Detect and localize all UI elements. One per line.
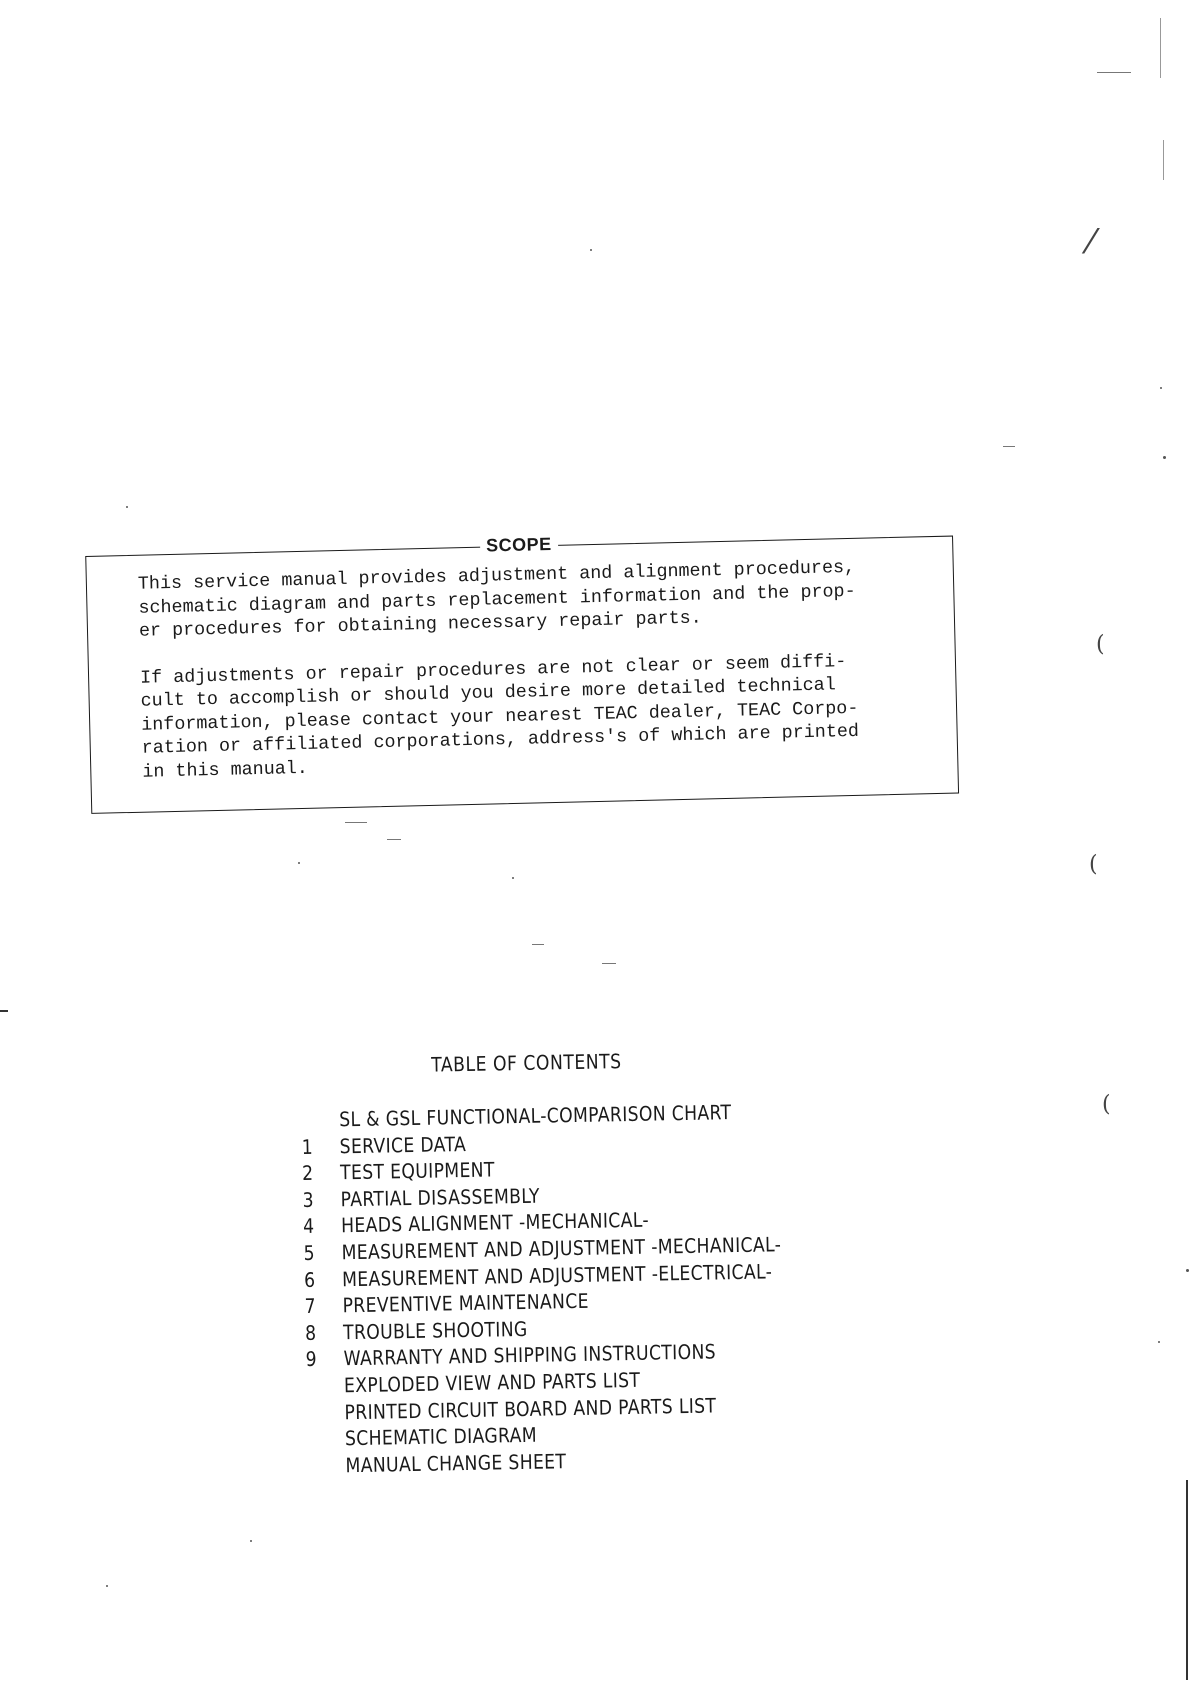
scan-dash	[1097, 72, 1131, 73]
scan-artifact-paren: (	[1102, 1092, 1111, 1117]
toc-item-label: MEASUREMENT AND ADJUSTMENT -MECHANICAL-	[341, 1232, 782, 1265]
toc-item-number: 7	[304, 1293, 317, 1319]
scan-dash	[602, 963, 616, 964]
toc-item-number: 1	[301, 1134, 314, 1159]
toc-item-number	[306, 1392, 339, 1393]
toc-item-number	[307, 1419, 340, 1420]
scan-artifact-paren: (	[1089, 852, 1098, 877]
scan-artifact-arc: ⁄	[1088, 222, 1094, 262]
scan-speck	[590, 249, 592, 251]
scan-dash	[1003, 446, 1015, 447]
toc-item-label: MANUAL CHANGE SHEET	[345, 1448, 567, 1477]
table-of-contents	[300, 1045, 867, 1477]
toc-item-label: TROUBLE SHOOTING	[342, 1316, 528, 1345]
toc-item-label: MEASUREMENT AND ADJUSTMENT -ELECTRICAL-	[341, 1258, 773, 1291]
scan-speck	[126, 506, 128, 508]
scan-speck	[1160, 387, 1162, 389]
toc-item-label: SCHEMATIC DIAGRAM	[344, 1422, 538, 1451]
toc-list	[301, 1097, 857, 1479]
toc-item-label: HEADS ALIGNMENT -MECHANICAL-	[340, 1208, 650, 1238]
scan-speck	[298, 862, 300, 864]
toc-item-number	[301, 1126, 334, 1127]
scan-dash	[0, 1010, 8, 1012]
scan-dash	[387, 839, 401, 840]
toc-item-number: 8	[304, 1320, 317, 1345]
toc-item-number: 6	[303, 1267, 316, 1292]
toc-item-number	[308, 1472, 341, 1473]
scan-speck	[1163, 456, 1166, 459]
toc-item-label: PARTIAL DISASSEMBLY	[340, 1183, 540, 1212]
scan-edge-line	[1186, 1480, 1188, 1680]
scan-speck	[1158, 1341, 1160, 1343]
toc-item-label: SL & GSL FUNCTIONAL-COMPARISON CHART	[338, 1100, 732, 1132]
toc-item-number: 9	[305, 1347, 318, 1372]
scan-edge-line	[1163, 140, 1164, 180]
toc-item-label: PREVENTIVE MAINTENANCE	[342, 1288, 590, 1318]
scan-speck	[512, 877, 514, 879]
toc-item-label: WARRANTY AND SHIPPING INSTRUCTIONS	[343, 1339, 717, 1371]
toc-item-number: 3	[302, 1187, 315, 1212]
scan-dash	[345, 822, 367, 823]
toc-item-number: 2	[301, 1160, 314, 1186]
scope-paragraph-2: If adjustments or repair procedures are not clear or seem diffi- cult to accomplish or should you desire more detailed technical information, please contact your nearest TEAC dealer, TEAC Corpo- ration or affiliated corporations, address's of which are printed in this manual.	[139, 650, 860, 783]
toc-item-number: 5	[303, 1240, 316, 1265]
scope-title: SCOPE	[480, 533, 558, 557]
toc-title: TABLE OF CONTENTS	[430, 1049, 622, 1077]
toc-item-number	[307, 1445, 340, 1446]
scan-artifact-paren: (	[1096, 632, 1105, 657]
toc-item-label: SERVICE DATA	[339, 1131, 467, 1158]
scan-dash	[532, 944, 544, 945]
scope-body	[138, 554, 943, 784]
scan-edge-line	[1160, 18, 1161, 78]
scan-speck	[106, 1585, 108, 1587]
scope-paragraph-1: This service manual provides adjustment and alignment procedures, schematic diagram and parts replacement information and the prop- er procedures for obtaining necessary repair parts.	[137, 556, 856, 642]
scan-speck	[250, 1540, 252, 1542]
toc-item-label: EXPLODED VIEW AND PARTS LIST	[343, 1367, 641, 1398]
toc-item-label: TEST EQUIPMENT	[339, 1157, 495, 1185]
toc-item-label: PRINTED CIRCUIT BOARD AND PARTS LIST	[344, 1392, 717, 1424]
scan-speck	[1186, 1269, 1189, 1272]
scope-section	[85, 526, 961, 818]
toc-item-number: 4	[302, 1214, 315, 1239]
